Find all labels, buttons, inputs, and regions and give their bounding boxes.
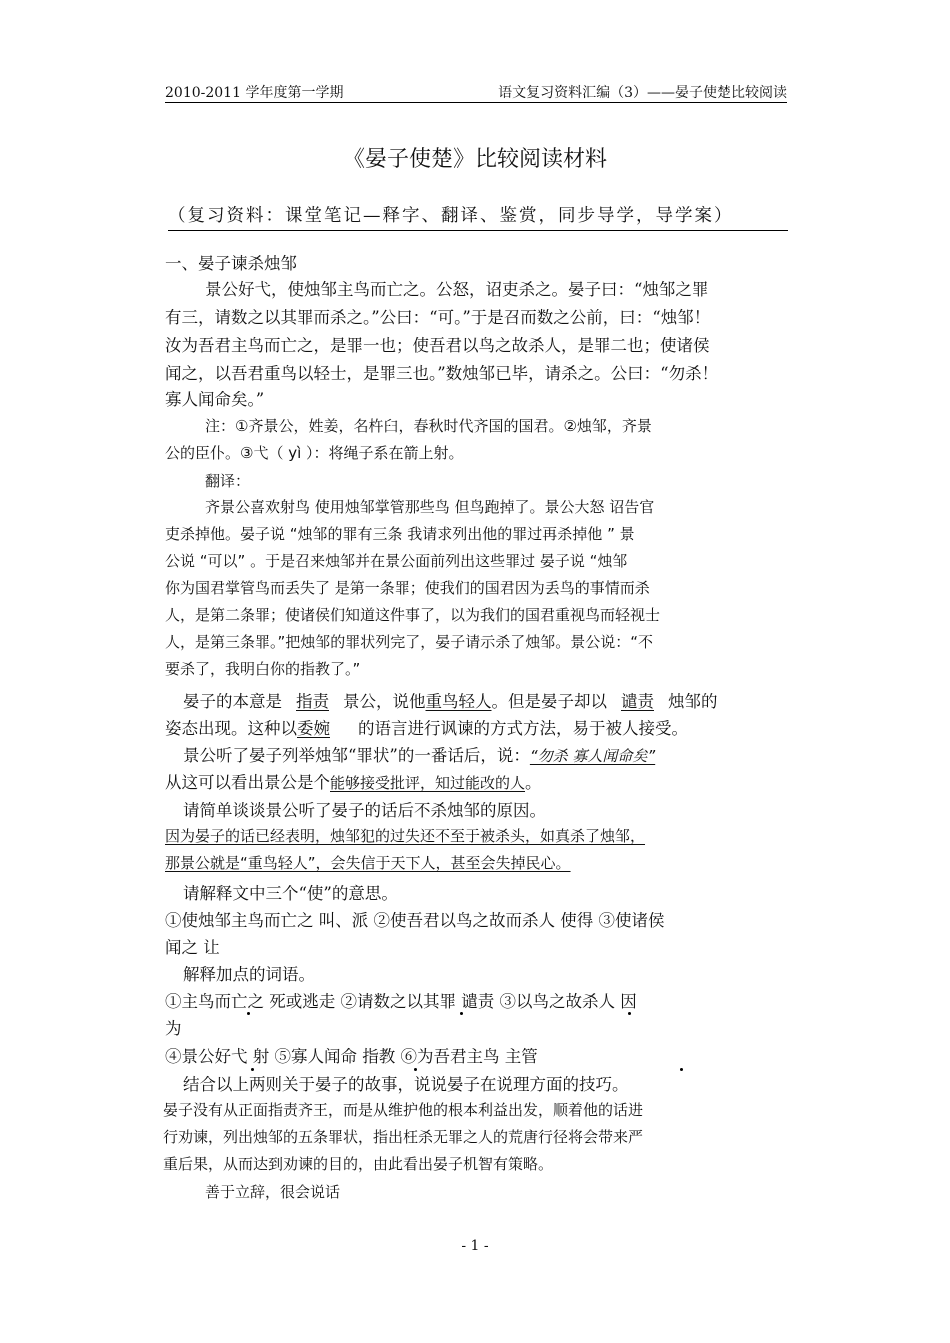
text-line: 寡人闻命矣。”: [165, 390, 265, 409]
question-2: 景公听了晏子列举烛邹“罪状”的一番话后，说：“勿杀 寡人闻命矣”: [183, 746, 656, 765]
question-2-cont: 从这可以看出景公是个能够接受批评，知过能改的人。: [165, 773, 542, 792]
answer-line: 重后果，从而达到劝谏的目的，由此看出晏子机智有策略。: [163, 1155, 554, 1173]
text-line: 有三，请数之以其罪而杀之。”公曰：“可。”于是召而数之公前，曰：“烛邹！: [165, 308, 711, 327]
header-doc-title: 语文复习资料汇编（3）——晏子使楚比较阅读: [498, 85, 787, 101]
translation-line: 人，是第三条罪。”把烛邹的罪状列完了，晏子请示杀了烛邹。景公说：“不: [165, 633, 654, 651]
emphasis-dot: [460, 1012, 463, 1015]
answer-line: 因为晏子的话已经表明，烛邹犯的过失还不至于被杀头，如真杀了烛邹，: [165, 827, 646, 845]
section-heading: 一、晏子谏杀烛邹: [165, 254, 297, 273]
translation-line: 你为国君掌管鸟而丢失了 是第一条罪；使我们的国君因为丢鸟的事情而杀: [165, 579, 650, 597]
question-6: 结合以上两则关于晏子的故事，说说晏子在说理方面的技巧。: [183, 1075, 629, 1094]
answer-line: 晏子没有从正面指责齐王，而是从维护他的根本利益出发，顺着他的话进: [163, 1101, 644, 1119]
answer-line: 闻之 让: [165, 938, 220, 957]
answer-blank: “勿杀 寡人闻命矣”: [529, 747, 656, 765]
translation-line: 人，是第二条罪；使诸侯们知道这件事了，以为我们的国君重视鸟而轻视士: [165, 606, 661, 624]
answer-line: 为: [165, 1019, 182, 1038]
emphasis-dot: [680, 1068, 683, 1071]
translation-line: 要杀了，我明白你的指教了。”: [165, 660, 361, 678]
translation-line: 齐景公喜欢射鸟 使用烛邹掌管那些鸟 但鸟跑掉了。景公大怒 诏告官: [205, 498, 655, 516]
emphasis-dot: [247, 1012, 250, 1015]
note-line: 注：①齐景公，姓姜，名杵臼，春秋时代齐国的国君。②烛邹，齐景: [205, 417, 652, 435]
question-1-cont: 姿态出现。这种以委婉 的语言进行讽谏的方式方法，易于被人接受。: [165, 719, 688, 738]
answer-line: 行劝谏，列出烛邹的五条罪状，指出枉杀无罪之人的荒唐行径将会带来严: [163, 1128, 644, 1146]
question-5: 解释加点的词语。: [183, 965, 315, 984]
text-line: 闻之，以吾君重鸟以轻士，是罪三也。”数烛邹已毕，请杀之。公曰：“勿杀！: [165, 364, 719, 383]
answer-blank: 委婉: [297, 719, 330, 738]
translation-label: 翻译：: [205, 472, 251, 490]
question-4: 请解释文中三个“使”的意思。: [183, 884, 398, 903]
page-subtitle: （复习资料：课堂笔记—释字、翻译、鉴赏，同步导学，导学案）: [168, 202, 788, 231]
answer-blank: 重鸟轻人: [425, 692, 492, 711]
answer-line: ①使烛邹主鸟而亡之 叫、派 ②使吾君以鸟之故而杀人 使得 ③使诸侯: [165, 911, 665, 930]
answer-line: ④景公好弋 射 ⑤寡人闻命 指教 ⑥为吾君主鸟 主管: [165, 1047, 538, 1066]
answer-blank: 谴责: [621, 692, 654, 711]
question-3: 请简单谈谈景公听了晏子的话后不杀烛邹的原因。: [183, 801, 546, 820]
page-title: 《晏子使楚》比较阅读材料: [342, 147, 607, 172]
page-header: [165, 80, 787, 103]
text-line: 汝为吾君主鸟而亡之，是罪一也；使吾君以鸟之故杀人，是罪二也；使诸侯: [165, 336, 710, 355]
answer-line: 那景公就是“重鸟轻人”，会失信于天下人，甚至会失掉民心。: [165, 854, 571, 872]
emphasis-dot: [628, 1012, 631, 1015]
page-number: - 1 -: [461, 1238, 489, 1254]
header-term: 2010-2011 学年度第一学期: [165, 85, 344, 101]
note-line: 公的臣仆。③弋（ yì ）：将绳子系在箭上射。: [165, 444, 464, 462]
question-1: 晏子的本意是 指责 景公，说他重鸟轻人。但是晏子却以 谴责 烛邹的: [183, 692, 718, 711]
translation-line: 公说 “可以” 。于是召来烛邹并在景公面前列出这些罪过 晏子说 “烛邹: [165, 552, 628, 570]
answer-line: 善于立辞，很会说话: [205, 1183, 341, 1201]
answer-blank: 指责: [296, 692, 329, 711]
answer-blank: 能够接受批评，知过能改的人: [330, 774, 526, 792]
translation-line: 吏杀掉他。晏子说 “烛邹的罪有三条 我请求列出他的罪过再杀掉他 ” 景: [165, 525, 635, 543]
text-line: 景公好弋，使烛邹主鸟而亡之。公怒，诏吏杀之。晏子曰：“烛邹之罪: [205, 280, 709, 299]
answer-line: ①主鸟而亡之 死或逃走 ②请数之以其罪 谴责 ③以鸟之故杀人 因: [165, 992, 637, 1011]
